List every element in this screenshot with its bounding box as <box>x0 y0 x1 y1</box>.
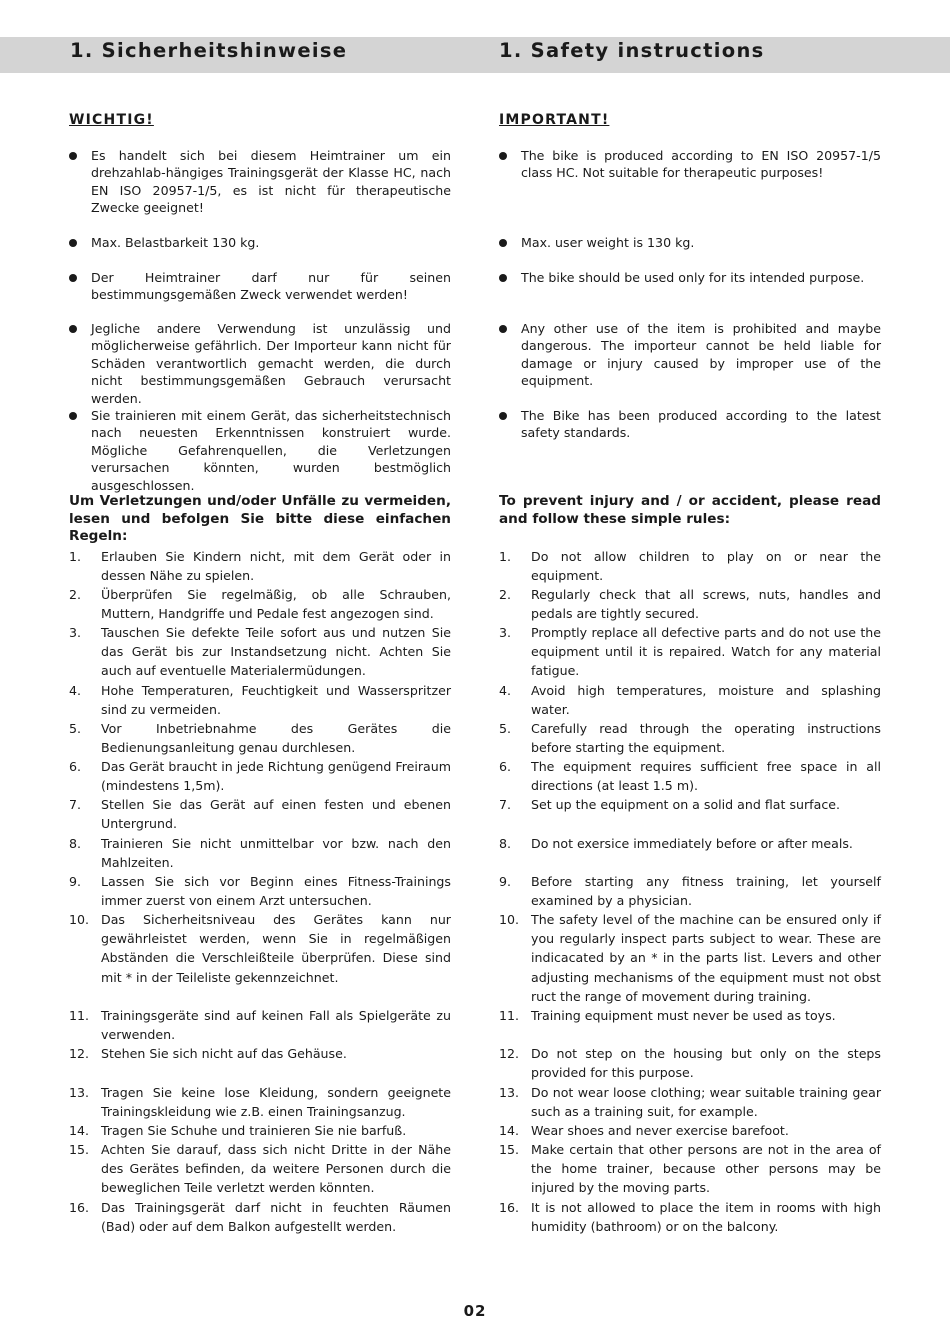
rule-item: 9. Lassen Sie sich vor Beginn eines Fitness-Trainings immer zuerst von einem Arzt untersuchen. <box>69 874 451 909</box>
bullet-dot-icon <box>69 239 77 247</box>
rule-item: 10. Das Sicherheitsniveau des Gerätes kann nur gewährleistet werden, wenn Sie in regelmäßigen Abständen die Verschleißteile überprüfen. Diese sind mit * in der Teileliste gekennzeichnet. <box>69 912 451 985</box>
important-heading: IMPORTANT! <box>499 112 610 128</box>
section-title-de: 1. Sicherheitshinweise <box>70 39 348 62</box>
rule-item: 5. Carefully read through the operating instructions before starting the equipment. <box>499 721 881 756</box>
rule-item: 7. Stellen Sie das Gerät auf einen festen und ebenen Untergrund. <box>69 797 451 832</box>
bullet-item: Any other use of the item is prohibited and maybe dangerous. The importeur cannot be held liable for damage or injury caused by improper use of the equipment. <box>499 320 881 390</box>
rule-item: 11. Training equipment must never be used as toys. <box>499 1008 836 1023</box>
rule-item: 8. Do not exersice immediately before or after meals. <box>499 836 853 851</box>
rule-item: 14. Wear shoes and never exercise barefoot. <box>499 1123 789 1138</box>
rule-item: 10. The safety level of the machine can be ensured only if you regularly inspect parts subject to wear. These are indicacated by an * in the parts list. Levers and other adjusting mechanisms of the equipment must not obst ruct the range of movement during training. <box>499 912 881 1004</box>
bullet-dot-icon <box>499 274 507 282</box>
rule-item: 15. Achten Sie darauf, dass sich nicht Dritte in der Nähe des Gerätes befinden, da weitere Personen durch die beweglichen Teile verletzt werden könnten. <box>69 1142 451 1196</box>
bullet-dot-icon <box>499 412 507 420</box>
rule-item: 7. Set up the equipment on a solid and flat surface. <box>499 797 840 812</box>
rule-item: 2. Überprüfen Sie regelmäßig, ob alle Schrauben, Muttern, Handgriffe und Pedale fest angezogen sind. <box>69 587 451 622</box>
rule-item: 13. Tragen Sie keine lose Kleidung, sondern geeignete Trainingskleidung wie z.B. einen Trainingsanzug. <box>69 1085 451 1120</box>
rule-item: 13. Do not wear loose clothing; wear suitable training gear such as a training suit, for example. <box>499 1085 881 1120</box>
bullet-item: Max. user weight is 130 kg. <box>499 234 881 251</box>
rule-item: 12. Do not step on the housing but only on the steps provided for this purpose. <box>499 1046 881 1081</box>
rule-item: 6. The equipment requires sufficient free space in all directions (at least 1.5 m). <box>499 759 881 794</box>
bullet-dot-icon <box>499 152 507 160</box>
rule-item: 12. Stehen Sie sich nicht auf das Gehäuse. <box>69 1046 347 1061</box>
rule-item: 15. Make certain that other persons are not in the area of the home trainer, because other persons may be injured by the moving parts. <box>499 1142 881 1196</box>
rules-heading: Um Verletzungen und/oder Unfälle zu vermeiden, lesen und befolgen Sie bitte diese einfachen Regeln: <box>69 493 451 545</box>
rule-item: 8. Trainieren Sie nicht unmittelbar vor bzw. nach den Mahlzeiten. <box>69 836 451 871</box>
bullet-dot-icon <box>499 325 507 333</box>
rule-item: 1. Do not allow children to play on or near the equipment. <box>499 549 881 584</box>
bullet-item: The bike is produced according to EN ISO 20957-1/5 class HC. Not suitable for therapeutic purposes! <box>499 147 881 182</box>
bullet-dot-icon <box>69 325 77 333</box>
bullet-item: Der Heimtrainer darf nur für seinen bestimmungsgemäßen Zweck verwendet werden! <box>69 269 451 304</box>
rules-heading: To prevent injury and / or accident, please read and follow these simple rules: <box>499 493 881 527</box>
bullet-item: Sie trainieren mit einem Gerät, das sicherheitstechnisch nach neuesten Erkenntnissen konstruiert wurde. Mögliche Gefahrenquellen, die Verletzungen verursachen könnten, wurden bestmöglich ausgeschlossen. <box>69 407 451 494</box>
rule-item: 1. Erlauben Sie Kindern nicht, mit dem Gerät oder in dessen Nähe zu spielen. <box>69 549 451 584</box>
rule-item: 6. Das Gerät braucht in jede Richtung genügend Freiraum (mindestens 1,5m). <box>69 759 451 794</box>
bullet-item: Jegliche andere Verwendung ist unzulässig und möglicherweise gefährlich. Der Importeur kann nicht für Schäden verantwortlich gemacht werden, die durch nicht bestimmungsgemäßen Gebrauch verursacht werden. <box>69 320 451 407</box>
rule-item: 16. Das Trainingsgerät darf nicht in feuchten Räumen (Bad) oder auf dem Balkon aufgestellt werden. <box>69 1200 451 1235</box>
rule-item: 3. Promptly replace all defective parts and do not use the equipment until it is repaired. Watch for any material fatigue. <box>499 625 881 679</box>
page-number: 02 <box>463 1302 487 1320</box>
bullet-dot-icon <box>69 412 77 420</box>
section-title-en: 1. Safety instructions <box>499 39 765 62</box>
rule-item: 14. Tragen Sie Schuhe und trainieren Sie nie barfuß. <box>69 1123 407 1138</box>
bullet-item: The bike should be used only for its intended purpose. <box>499 269 881 286</box>
rule-item: 5. Vor Inbetriebnahme des Gerätes die Bedienungsanleitung genau durchlesen. <box>69 721 451 756</box>
rule-item: 2. Regularly check that all screws, nuts, handles and pedals are tightly secured. <box>499 587 881 622</box>
bullet-dot-icon <box>69 152 77 160</box>
rule-item: 4. Avoid high temperatures, moisture and splashing water. <box>499 683 881 718</box>
bullet-item: The Bike has been produced according to the latest safety standards. <box>499 407 881 442</box>
rule-item: 4. Hohe Temperaturen, Feuchtigkeit und Wasserspritzer sind zu vermeiden. <box>69 683 451 718</box>
important-heading: WICHTIG! <box>69 112 154 128</box>
bullet-item: Max. Belastbarkeit 130 kg. <box>69 234 451 251</box>
rule-item: 16. It is not allowed to place the item in rooms with high humidity (bathroom) or on the balcony. <box>499 1200 881 1235</box>
rule-item: 9. Before starting any fitness training, let yourself examined by a physician. <box>499 874 881 909</box>
bullet-item: Es handelt sich bei diesem Heimtrainer um ein drehzahlab-hängiges Trainingsgerät der Klasse HC, nach EN ISO 20957-1/5, es ist nicht für therapeutische Zwecke geeignet! <box>69 147 451 217</box>
rule-item: 3. Tauschen Sie defekte Teile sofort aus und nutzen Sie das Gerät bis zur Instandsetzung nicht. Achten Sie auch auf eventuelle Materialermüdungen. <box>69 625 451 679</box>
rule-item: 11. Trainingsgeräte sind auf keinen Fall als Spielgeräte zu verwenden. <box>69 1008 451 1043</box>
bullet-dot-icon <box>69 274 77 282</box>
bullet-dot-icon <box>499 239 507 247</box>
